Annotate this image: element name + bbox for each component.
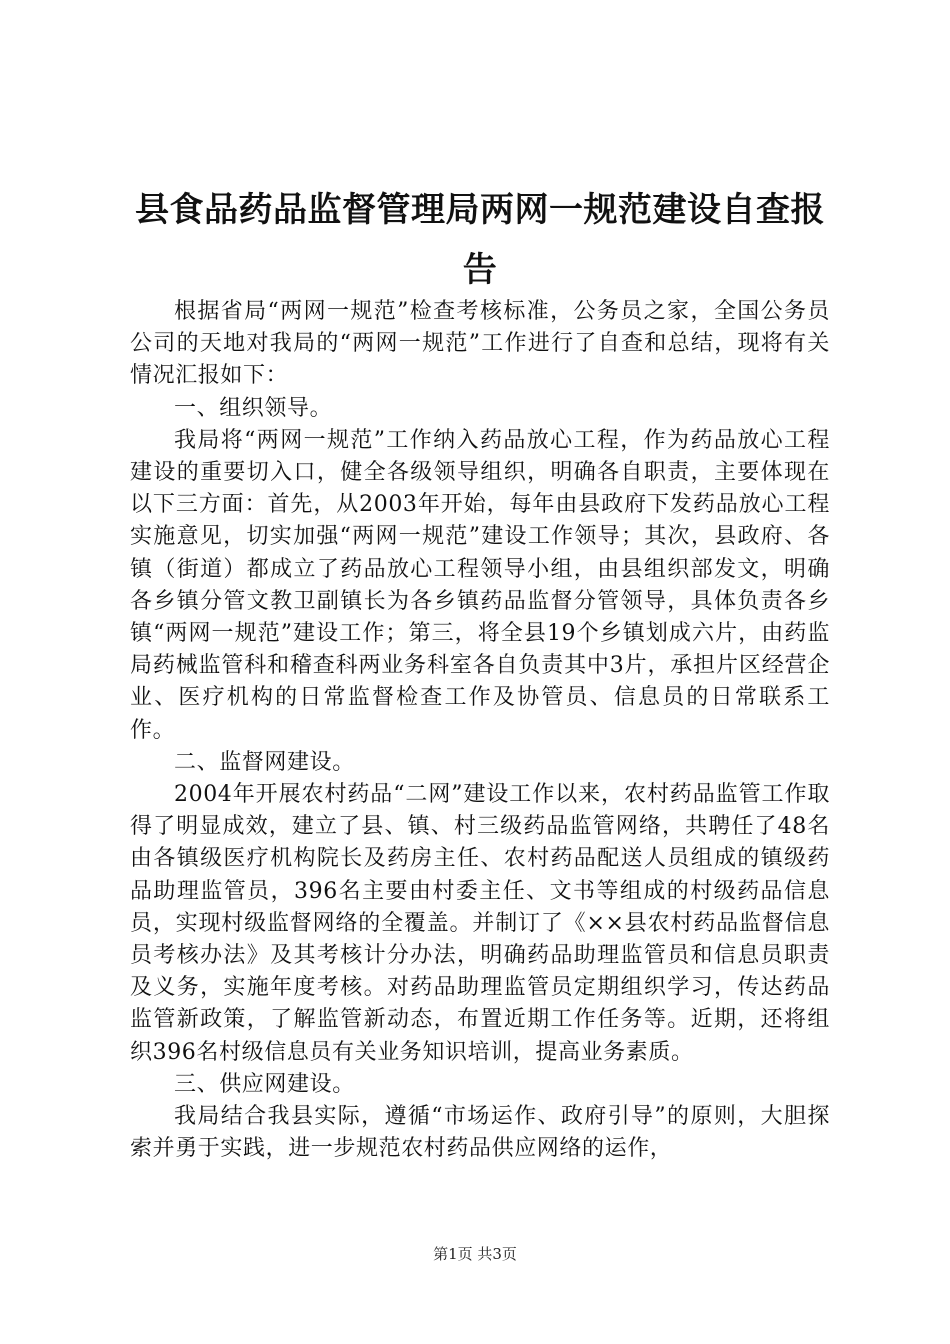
document-body: [130, 296, 830, 1165]
section-heading-organization: 一、组织领导。: [174, 395, 333, 421]
supervision-network-paragraph: 2004年开展农村药品“二网”建设工作以来，农村药品监管工作取得了明显成效，建立了县、镇、村三级药品监管网络，共聘任了48名由各镇级医疗机构院长及药房主任、农村药品配送人员组成的镇级药品助理监管员，396名主要由村委主任、文书等组成的村级药品信息员，实现村级监督网络的全覆盖。并制订了《××县农村药品监督信息员考核办法》及其考核计分办法，明确药品助理监管员和信息员职责及义务，实施年度考核。对药品助理监管员定期组织学习，传达药品监管新政策，了解监管新动态，布置近期工作任务等。近期，还将组织396名村级信息员有关业务知识培训，提高业务素质。: [130, 782, 830, 1065]
organization-paragraph: 我局将“两网一规范”工作纳入药品放心工程，作为药品放心工程建设的重要切入口，健全各级领导组织，明确各自职责，主要体现在以下三方面：首先，从2003年开始，每年由县政府下发药品放心工程实施意见，切实加强“两网一规范”建设工作领导；其次，县政府、各镇（街道）都成立了药品放心工程领导小组，由县组织部发文，明确各乡镇分管文教卫副镇长为各乡镇药品监督分管领导，具体负责各乡镇“两网一规范”建设工作；第三，将全县19个乡镇划成六片，由药监局药械监管科和稽查科两业务科室各自负责其中3片，承担片区经营企业、医疗机构的日常监督检查工作及协管员、信息员的日常联系工作。: [130, 427, 830, 743]
supply-network-paragraph: 我局结合我县实际，遵循“市场运作、政府引导”的原则，大胆探索并勇于实践，进一步规范农村药品供应网络的运作，: [130, 1104, 830, 1162]
intro-paragraph: 根据省局“两网一规范”检查考核标准，公务员之家，全国公务员公司的天地对我局的“两网一规范”工作进行了自查和总结，现将有关情况汇报如下：: [130, 299, 830, 389]
page-footer: 第1页 共3页: [433, 1245, 517, 1263]
section-heading-supply-network: 三、供应网建设。: [174, 1071, 355, 1097]
section-heading-supervision-network: 二、监督网建设。: [174, 749, 355, 775]
document-title: 县食品药品监督管理局两网一规范建设自查报告: [135, 190, 825, 290]
